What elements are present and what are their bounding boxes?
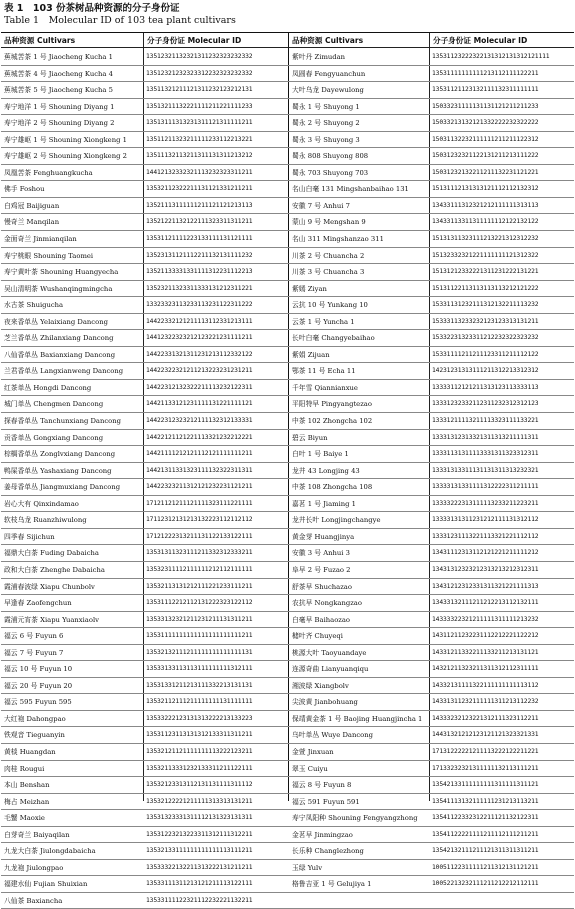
molecular-id-left: 13533132321211231211131311211	[146, 615, 253, 623]
cultivar-name-right: 名山白毫 131 Mingshanbaihao 131	[292, 185, 409, 194]
cultivar-name-left: 福建水仙 Fujian Shuixian	[4, 880, 88, 889]
cultivar-name-right: 千年雪 Qiannianxue	[292, 383, 358, 392]
table-row	[1, 893, 574, 909]
cultivar-name-left: 凤凰苦茶 Fenghuangkucha	[4, 168, 93, 177]
cultivar-name-left: 白鸡冠 Baijiguan	[4, 201, 60, 210]
molecular-id-right: 13542132111211121311311311211	[432, 847, 539, 855]
cultivar-name-left: 大红袍 Dahongpao	[4, 714, 66, 723]
cultivar-name-right: 凤圆春 Fengyuanchun	[292, 69, 366, 78]
cultivar-name-right: 槠叶齐 Chuyeqi	[292, 632, 343, 641]
molecular-id-left: 14421111212121112121111111211	[146, 450, 253, 458]
cultivar-name-right: 嘉茗 1 号 Jiaming 1	[292, 499, 356, 508]
molecular-id-left: 13531121111223133111131121111	[146, 235, 253, 243]
cultivar-name-right: 蜀永 808 Shuyong 808	[292, 152, 369, 161]
cultivar-name-left: 蕉城苦茶 1 号 Jiaocheng Kucha 1	[4, 53, 113, 61]
cultivar-name-left: 棕榈香单丛 Zonglvxiang Dancong	[4, 450, 116, 459]
molecular-id-left: 13323323113233113231122311222	[146, 301, 253, 309]
cultivar-name-left: 福鼎大白茶 Fuding Dabaicha	[4, 549, 99, 558]
table-row	[1, 628, 574, 645]
molecular-id-left: 13521221132122111323311311211	[146, 218, 253, 226]
molecular-id-left: 13533222123131313222213133223	[146, 714, 253, 722]
cultivar-name-left: 慢奇兰 Manqilan	[4, 218, 60, 227]
molecular-id-left: 13532311112111111212112111111	[146, 565, 253, 573]
molecular-id-left: 13532132111211111111111111131	[146, 648, 253, 656]
cultivar-name-right: 中茶 108 Zhongcha 108	[292, 483, 373, 492]
molecular-id-right: 10052213232111211212212112111	[432, 880, 539, 888]
table-row	[1, 49, 574, 66]
table-row	[1, 661, 574, 678]
molecular-id-left: 13532113131212111221233111211	[146, 582, 253, 590]
cultivar-name-right: 紫娟 Zijuan	[292, 350, 330, 359]
cultivar-name-left: 八仙香单丛 Baxianxiang Dancong	[4, 350, 116, 359]
molecular-id-left: 13532122221211111313313131211	[146, 797, 253, 805]
table-row	[1, 115, 574, 132]
molecular-id-right: 14431321212123121121323321331	[432, 731, 539, 739]
table-row	[1, 678, 574, 695]
molecular-id-left: 14422312132322211113232122311	[146, 383, 253, 391]
caption-english: Table 1 Molecular ID of 103 tea plant cultivars	[4, 15, 236, 26]
table-row	[1, 82, 574, 99]
table-row	[1, 446, 574, 463]
cultivar-name-right: 金萱 Jinxuan	[292, 747, 334, 756]
molecular-id-right: 14321211323211311312112311111	[432, 665, 539, 673]
molecular-id-left: 13532113331232133311211122111	[146, 764, 253, 772]
table-row	[1, 99, 574, 116]
cultivar-name-right: 保靖黄金茶 1 号 Baojing Huangjincha 1	[292, 714, 423, 723]
molecular-id-right: 13331312313321311313211111311	[432, 433, 539, 441]
table-row	[1, 132, 574, 149]
table-row	[1, 396, 574, 413]
table-row	[1, 727, 574, 744]
molecular-id-left: 13532123313112131131111311112	[146, 781, 253, 789]
molecular-id-left: 13523131121112211132131111232	[146, 251, 253, 259]
cultivar-name-right: 长叶白毫 Changyebaihao	[292, 334, 375, 343]
cultivar-name-right: 阜早 2 号 Fuzao 2	[292, 565, 351, 574]
cultivar-name-left: 蕉城苦茶 4 号 Jiaocheng Kucha 4	[4, 69, 113, 78]
molecular-id-left: 13533322132211313222131211211	[146, 863, 253, 871]
cultivar-name-right: 长乐种 Changlezhong	[292, 847, 364, 856]
molecular-id-left: 14421133121231111131221111121	[146, 400, 253, 408]
cultivar-name-right: 尖波黄 Jianbohuang	[292, 698, 358, 707]
molecular-id-left: 17112312131213132223112112112	[146, 516, 253, 524]
cultivar-name-right: 蜀永 3 号 Shuyong 3	[292, 135, 360, 144]
cultivar-table	[1, 32, 574, 905]
cultivar-name-left: 金面奇兰 Jinmianqilan	[4, 235, 77, 244]
molecular-id-left: 13533111122321112232221132211	[146, 896, 253, 904]
cultivar-name-left: 鸭屎香单丛 Yashaxiang Dancong	[4, 466, 112, 475]
molecular-id-right: 17133232321311111132113111211	[432, 764, 539, 772]
molecular-id-left: 13531112212112131222323122112	[146, 599, 253, 607]
cultivar-name-right: 蜀永 2 号 Shuyong 2	[292, 119, 360, 128]
cultivar-name-left: 肉桂 Rougui	[4, 764, 45, 773]
table-row	[1, 744, 574, 761]
table-row	[1, 430, 574, 447]
cultivar-name-left: 福云 7 号 Fuyun 7	[4, 648, 64, 657]
molecular-id-left: 13511321211121311232123212131	[146, 86, 253, 94]
cultivar-name-right: 白毫早 Baihaozao	[292, 615, 351, 624]
table-row	[1, 794, 574, 811]
table-body	[1, 49, 574, 909]
molecular-id-left: 13521133331331111312231112213	[146, 268, 253, 276]
molecular-id-left: 13523211323311333131212311221	[146, 284, 253, 292]
cultivar-name-right: 大叶乌龙 Dayewulong	[292, 86, 364, 95]
header-cultivars-right: 品种资源 Cultivars	[292, 36, 364, 45]
molecular-id-left: 14412132332321113232323311211	[146, 168, 253, 176]
cultivar-name-left: 吴山清明茶 Wushanqingmingcha	[4, 284, 113, 293]
cultivar-name-right: 黄金芽 Huangjinya	[292, 532, 355, 541]
molecular-id-left: 13531331211213111332213131131	[146, 681, 253, 689]
molecular-id-right: 13541113132111111231213113211	[432, 797, 539, 805]
molecular-id-right: 13331232332112311232312312123	[432, 400, 539, 408]
cultivar-name-right: 玉绿 Yulv	[292, 863, 323, 872]
cultivar-name-left: 水古茶 Shuigucha	[4, 301, 64, 310]
cultivar-name-left: 本山 Benshan	[4, 781, 50, 790]
cultivar-name-right: 农抗早 Nongkangzao	[292, 599, 362, 608]
table-row	[1, 165, 574, 182]
cultivar-name-left: 姜母香单丛 Jiangmuxiang Dancong	[4, 483, 121, 492]
molecular-id-right: 14332131111322111111111113112	[432, 681, 539, 689]
molecular-id-right: 15132332321221111111121312322	[432, 251, 539, 259]
caption-chinese: 表 1 103 份茶树品种资源的分子身份证	[4, 3, 180, 14]
molecular-id-right: 14231231313111211312213312312	[432, 367, 539, 375]
table-row	[1, 330, 574, 347]
table-row	[1, 612, 574, 629]
molecular-id-right: 13331211113211113323111133221	[432, 417, 539, 425]
cultivar-name-right: 安徽 3 号 Anhui 3	[292, 549, 350, 558]
molecular-id-left: 13511132113211311131311213212	[146, 152, 253, 160]
molecular-id-right: 13431312323212313213212312311	[432, 565, 539, 573]
table-row	[1, 562, 574, 579]
molecular-id-right: 13433132111211212213112132111	[432, 599, 539, 607]
cultivar-name-left: 梅占 Meizhan	[4, 797, 50, 806]
cultivar-name-left: 岩心大有 Qinxindamao	[4, 499, 79, 508]
cultivar-name-right: 紫嫣 Ziyan	[292, 284, 327, 293]
molecular-id-right: 15131112131313121112112132312	[432, 185, 539, 193]
cultivar-name-right: 安徽 7 号 Anhui 7	[292, 201, 350, 210]
molecular-id-right: 15033231111131131121211211233	[432, 102, 539, 110]
molecular-id-right: 13333131331111312222311211111	[432, 483, 539, 491]
molecular-id-right: 15031132232111111211211122312	[432, 135, 539, 143]
cultivar-name-right: 桃源大叶 Taoyuandaye	[292, 648, 367, 657]
cultivar-name-left: 寿宁桃眼 Shouning Taomei	[4, 251, 94, 260]
molecular-id-left: 13531311323111211332312333211	[146, 549, 253, 557]
table-row	[1, 264, 574, 281]
molecular-id-left: 13512321232323312232323232332	[146, 69, 253, 77]
molecular-id-right: 15331111211211123311211112122	[432, 350, 539, 358]
molecular-id-right: 13331313311131131311313232321	[432, 466, 539, 474]
cultivar-name-right: 翠玉 Cuiyu	[292, 764, 328, 773]
cultivar-name-left: 福云 6 号 Fuyun 6	[4, 632, 64, 641]
table-row	[1, 810, 574, 827]
table-row	[1, 248, 574, 265]
cultivar-name-right: 湘波绿 Xiangbolv	[292, 681, 349, 690]
molecular-id-right: 15333113233232123123313131211	[432, 317, 539, 325]
cultivar-name-right: 白叶 1 号 Baiye 1	[292, 450, 349, 459]
table-row	[1, 214, 574, 231]
table-row	[1, 579, 574, 596]
cultivar-name-left: 九龙大白茶 Jiulongdabaicha	[4, 847, 96, 856]
molecular-id-left: 13512321132321311232323232332	[146, 53, 253, 60]
molecular-id-left: 13532133111111111111113111211	[146, 847, 253, 855]
table-row	[1, 198, 574, 215]
molecular-id-left: 13513111313231311121311111211	[146, 119, 253, 127]
cultivar-name-right: 龙井长叶 Longjingchangye	[292, 516, 381, 525]
cultivar-name-right: 乌叶单丛 Wuye Dancong	[292, 731, 373, 740]
molecular-id-left: 13533111311213121211113122111	[146, 880, 253, 888]
table-row	[1, 860, 574, 877]
table-caption	[4, 3, 572, 27]
molecular-id-right: 13542133111111111311111311121	[432, 781, 539, 789]
table-row	[1, 363, 574, 380]
table-row	[1, 545, 574, 562]
molecular-id-right: 15031232321122131211213111222	[432, 152, 539, 160]
molecular-id-left: 13532121121111111113222123211	[146, 747, 253, 755]
molecular-id-left: 13531123113131312133311311211	[146, 731, 253, 739]
cultivar-name-right: 鄂茶 11 号 Echa 11	[292, 367, 356, 376]
molecular-id-right: 13431212312331311321221111313	[432, 582, 539, 590]
molecular-id-right: 17131222221211113222122211221	[432, 747, 539, 755]
molecular-id-left: 14421311331323111132322311311	[146, 466, 253, 474]
molecular-id-right: 13531123222322131312131312121111	[432, 53, 550, 60]
table-row	[1, 761, 574, 778]
molecular-id-right: 14331211332211133211213131121	[432, 648, 539, 656]
table-row	[1, 231, 574, 248]
cultivar-name-right: 连源奇曲 Lianyuanqiqu	[292, 665, 369, 674]
cultivar-name-left: 霞浦春波绿 Xiapu Chunbolv	[4, 582, 95, 591]
molecular-id-right: 15331131232111312132211113232	[432, 301, 539, 309]
cultivar-name-left: 城门单丛 Chengmen Dancong	[4, 400, 104, 409]
molecular-id-right: 15033213132121332222232322222	[432, 119, 539, 127]
table-row	[1, 314, 574, 331]
cultivar-name-right: 紫叶丹 Zimudan	[292, 53, 346, 61]
cultivar-name-right: 龙井 43 Longjing 43	[292, 466, 360, 475]
molecular-id-left: 13513211132221111211221111233	[146, 102, 253, 110]
cultivar-name-right: 格鲁吉亚 1 号 Gelujiya 1	[292, 880, 372, 889]
table-row	[1, 66, 574, 83]
table-row	[1, 181, 574, 198]
cultivar-name-left: 八仙茶 Baxiancha	[4, 896, 63, 905]
cultivar-name-right: 金茗早 Jinmingzao	[292, 830, 353, 839]
molecular-id-right: 13431112313112121221211111212	[432, 549, 539, 557]
molecular-id-left: 14422331321311231213112332122	[146, 350, 253, 358]
cultivar-name-right: 舒茶早 Shuchazao	[292, 582, 352, 591]
cultivar-name-left: 兰君香单丛 Langxianweng Dancong	[4, 367, 124, 376]
table-row	[1, 297, 574, 314]
molecular-id-right: 13333112121211313123113333113	[432, 383, 539, 391]
cultivar-name-left: 贡香单丛 Gongxiang Dancong	[4, 433, 104, 442]
cultivar-name-left: 铁观音 Tieguanyin	[4, 731, 65, 740]
molecular-id-right: 15131311323111213221312312232	[432, 235, 539, 243]
table-row	[1, 463, 574, 480]
table-row	[1, 347, 574, 364]
table-row	[1, 496, 574, 513]
table-row	[1, 479, 574, 496]
header-molecular-id-left: 分子身份证 Molecular ID	[147, 36, 242, 45]
molecular-id-left: 13532112322211131121331211211	[146, 185, 253, 193]
cultivar-name-right: 福云 591 Fuyun 591	[292, 797, 360, 806]
cultivar-name-left: 佛手 Foshou	[4, 185, 45, 194]
cultivar-name-right: 云茶 1 号 Yuncha 1	[292, 317, 355, 326]
molecular-id-right: 13333222313111113233211223211	[432, 499, 539, 507]
cultivar-name-right: 蜀永 1 号 Shuyong 1	[292, 102, 360, 111]
molecular-id-right: 13541122332312211121132122311	[432, 814, 539, 822]
table-row	[1, 512, 574, 529]
cultivar-name-right: 中茶 102 Zhongcha 102	[292, 417, 373, 426]
cultivar-name-left: 福云 595 Fuyun 595	[4, 698, 72, 707]
table-row	[1, 694, 574, 711]
molecular-id-right: 13531121123132111132311111111	[432, 86, 539, 94]
table-row	[1, 595, 574, 612]
cultivar-name-left: 夜来香单丛 Yelaixiang Dancong	[4, 317, 108, 326]
molecular-id-right: 15131122113113113113212121222	[432, 284, 539, 292]
cultivar-name-right: 平阳特早 Pingyangtezao	[292, 400, 372, 409]
table-row	[1, 711, 574, 728]
cultivar-name-left: 霞浦元宵茶 Xiapu Yuanxiaolv	[4, 615, 99, 624]
table-row	[1, 843, 574, 860]
cultivar-name-left: 四季春 Sijichun	[4, 532, 55, 541]
molecular-id-right: 14333322321211111311111213232	[432, 615, 539, 623]
cultivar-name-right: 云抗 10 号 Yunkang 10	[292, 301, 368, 310]
cultivar-name-left: 寿宁雄岖 2 号 Shouning Xiongkeng 2	[4, 152, 127, 161]
molecular-id-left: 13532112111211111111131111111	[146, 698, 253, 706]
cultivar-name-right: 福云 8 号 Fuyun 8	[292, 781, 352, 790]
cultivar-name-left: 白芽奇兰 Baiyaqilan	[4, 830, 70, 839]
molecular-id-left: 14422332121211113112331213111	[146, 317, 253, 325]
cultivar-name-left: 福云 10 号 Fuyun 10	[4, 665, 73, 674]
table-row	[1, 413, 574, 430]
cultivar-name-left: 寿宁地洋 2 号 Shouning Diyang 2	[4, 119, 115, 128]
header-cultivars-left: 品种资源 Cultivars	[4, 36, 76, 45]
header-molecular-id-right: 分子身份证 Molecular ID	[433, 36, 528, 45]
molecular-id-right: 15031232132211211132231121221	[432, 168, 539, 176]
table-row	[1, 645, 574, 662]
molecular-id-right: 13331131311113331311323312311	[432, 450, 539, 458]
molecular-id-right: 10051122311111211312131121211	[432, 863, 539, 871]
molecular-id-left: 17121222313211131122133122111	[146, 532, 253, 540]
table-row	[1, 380, 574, 397]
molecular-id-left: 13511211323211111233112213221	[146, 135, 253, 143]
molecular-id-left: 13531223213223311312111312211	[146, 830, 253, 838]
table-header-row	[1, 35, 574, 48]
molecular-id-left: 13533133113113111111111312111	[146, 665, 253, 673]
molecular-id-left: 13531111111111111111111111211	[146, 632, 253, 640]
molecular-id-right: 14311211232231112212221122212	[432, 632, 539, 640]
cultivar-name-left: 寿宁雄岖 1 号 Shouning Xiongkeng 1	[4, 135, 127, 144]
molecular-id-right: 13433113311311111112122132122	[432, 218, 539, 226]
molecular-id-right: 15131212332221311231222131221	[432, 268, 539, 276]
cultivar-name-right: 碧云 Biyun	[292, 433, 328, 442]
molecular-id-left: 14422323211312121232231121211	[146, 483, 253, 491]
cultivar-name-right: 蒙山 9 号 Mengshan 9	[292, 218, 366, 227]
cultivar-name-left: 政和大白茶 Zhenghe Dabaicha	[4, 565, 105, 574]
table-row	[1, 281, 574, 298]
molecular-id-right: 14331311232111111311213112232	[432, 698, 539, 706]
cultivar-name-right: 川茶 2 号 Chuancha 2	[292, 251, 365, 260]
molecular-id-right: 13331231113221113321221112112	[432, 532, 539, 540]
cultivar-name-left: 福云 20 号 Fuyun 20	[4, 681, 73, 690]
table-row	[1, 827, 574, 844]
cultivar-name-right: 蜀永 703 Shuyong 703	[292, 168, 369, 177]
molecular-id-right: 14333232123221312111323112211	[432, 714, 539, 722]
cultivar-name-left: 芝兰香单丛 Zhilanxiang Dancong	[4, 334, 114, 343]
molecular-id-right: 13433111312321212111111313113	[432, 201, 539, 209]
cultivar-name-left: 黄棪 Huangdan	[4, 747, 56, 756]
cultivar-name-left: 九龙袍 Jiulongpao	[4, 863, 64, 872]
cultivar-name-left: 红茶单丛 Hongdi Dancong	[4, 383, 92, 392]
molecular-id-left: 14412322323212123221231111211	[146, 334, 253, 342]
table-row	[1, 777, 574, 794]
cultivar-name-left: 软枝乌龙 Ruanzhiwulong	[4, 516, 87, 525]
molecular-id-right: 15332231323311212232322323232	[432, 334, 539, 342]
cultivar-name-left: 探春香单丛 Tanchunxiang Dancong	[4, 417, 121, 426]
table-row	[1, 148, 574, 165]
cultivar-name-left: 毛蟹 Maoxie	[4, 814, 45, 823]
cultivar-name-right: 寿宁凤阳种 Shouning Fengyangzhong	[292, 814, 418, 823]
cultivar-name-right: 名山 311 Mingshanzao 311	[292, 235, 384, 244]
cultivar-name-right: 川茶 3 号 Chuancha 3	[292, 268, 365, 277]
cultivar-name-left: 寿宁地洋 1 号 Shouning Diyang 1	[4, 102, 115, 111]
molecular-id-right: 13333131311231212111131312112	[432, 516, 539, 524]
molecular-id-right: 13541122221111211112111211211	[432, 830, 539, 838]
molecular-id-right: 13531111111111213112111122211	[432, 69, 539, 77]
molecular-id-left: 17121121211121111323111221111	[146, 499, 253, 507]
molecular-id-left: 13531323331311112131323131311	[146, 814, 253, 822]
molecular-id-left: 14422312323212111132312133331	[146, 417, 253, 425]
molecular-id-left: 14422322321211213223231231211	[146, 367, 253, 375]
molecular-id-left: 14422121121221113321232212221	[146, 433, 253, 441]
table-row	[1, 529, 574, 546]
table-row	[1, 876, 574, 893]
cultivar-name-left: 早逢春 Zaofengchun	[4, 599, 72, 608]
molecular-id-left: 13521113111111211121121213113	[146, 201, 253, 209]
cultivar-name-left: 蕉城苦茶 5 号 Jiaocheng Kucha 5	[4, 86, 113, 95]
cultivar-name-left: 寿宁黄叶茶 Shouning Huangyecha	[4, 268, 119, 277]
